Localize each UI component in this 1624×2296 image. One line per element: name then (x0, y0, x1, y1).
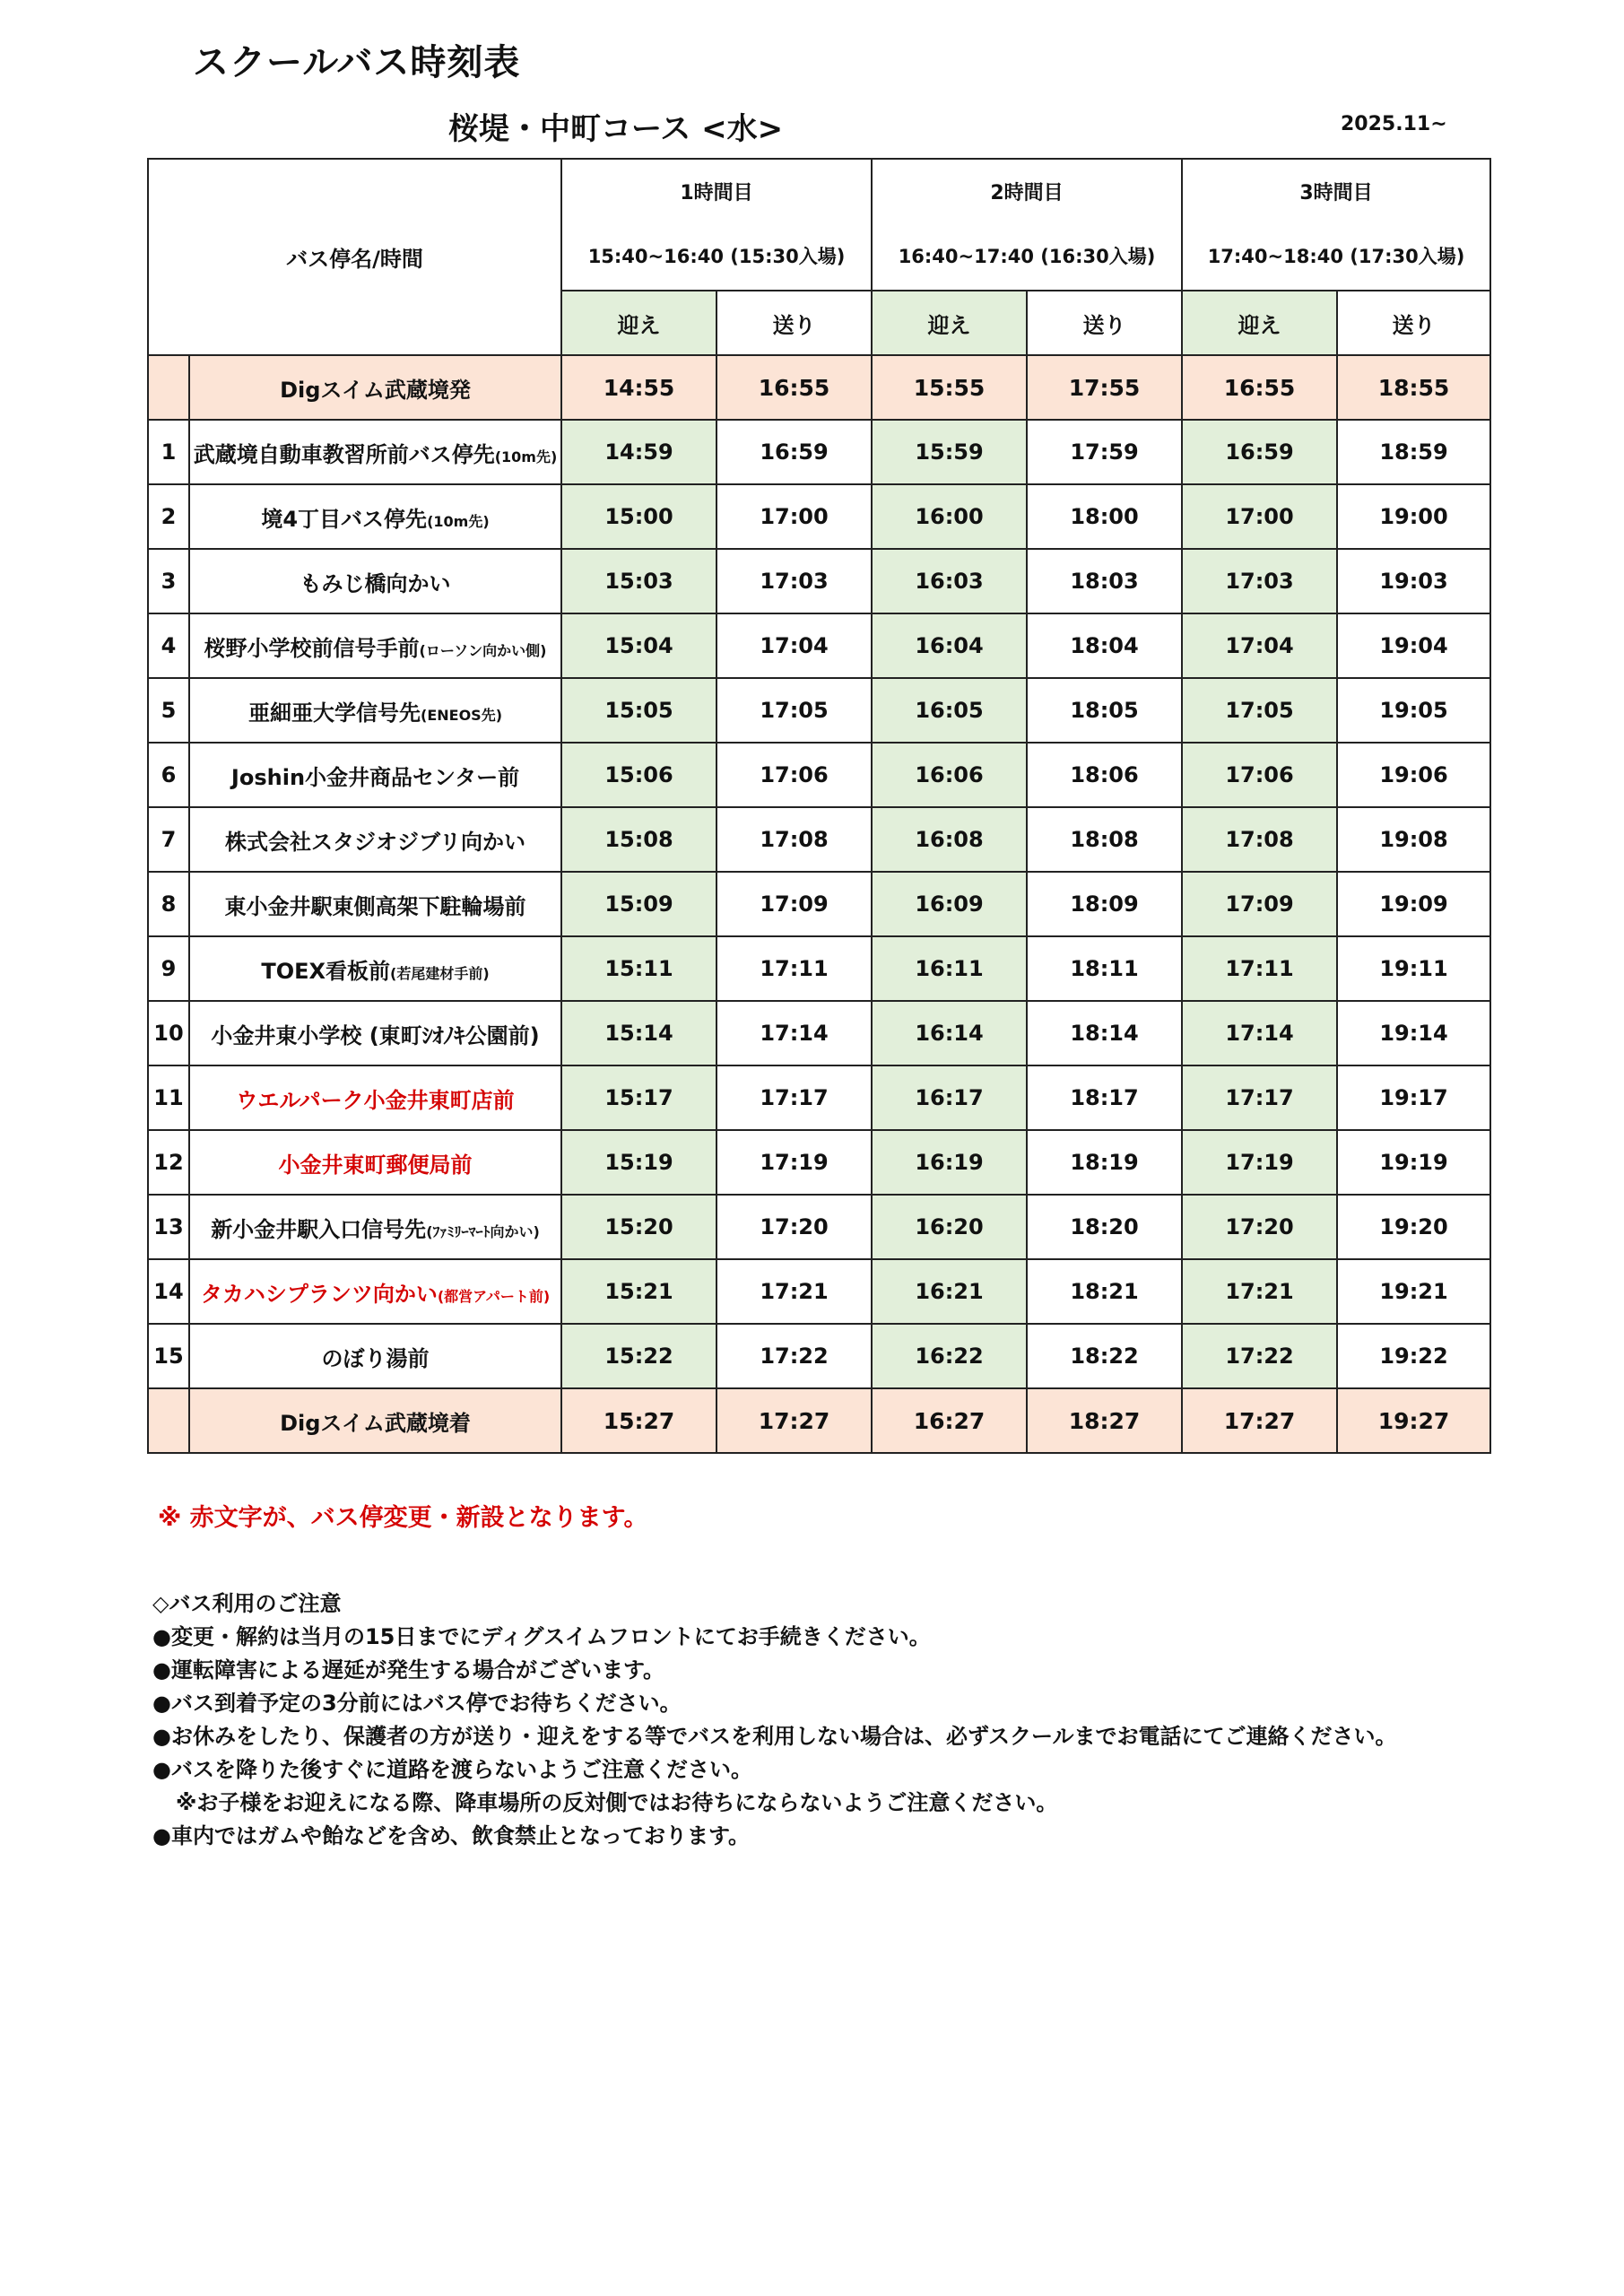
pickup-time: 15:19 (561, 1130, 716, 1195)
table-row (148, 936, 1490, 1001)
table-row (148, 484, 1490, 549)
stop-name: 亜細亜大学信号先 (248, 700, 421, 726)
dropoff-header: 送り (1027, 291, 1182, 355)
table-row (148, 807, 1490, 872)
stop-name-cell (189, 1065, 561, 1130)
stop-name-cell (189, 1195, 561, 1259)
notice-subnote: ※お子様をお迎えになる際、降車場所の反対側ではお待ちにならないようご注意ください。 (176, 1790, 1058, 1815)
stop-note: (10m先) (427, 512, 490, 530)
dropoff-time: 19:20 (1337, 1195, 1490, 1259)
dropoff-time: 19:27 (1337, 1388, 1490, 1453)
stop-name-cell (189, 936, 561, 1001)
period-label: 3時間目 (1299, 182, 1373, 204)
stop-note: (ﾌｧﾐﾘｰﾏｰﾄ向かい) (426, 1222, 540, 1240)
stop-number: 9 (148, 936, 189, 1001)
pickup-time: 17:20 (1182, 1195, 1337, 1259)
stop-name-cell (189, 678, 561, 743)
pickup-time: 15:00 (561, 484, 716, 549)
dropoff-time: 19:17 (1337, 1065, 1490, 1130)
pickup-time: 15:04 (561, 613, 716, 678)
pickup-time: 15:05 (561, 678, 716, 743)
destination-row (148, 1388, 1490, 1453)
stop-name: Digスイム武蔵境着 (189, 1388, 561, 1453)
stop-number: 4 (148, 613, 189, 678)
row-number (148, 1388, 189, 1453)
notice-item: ●車内ではガムや飴などを含め、飲食禁止となっております。 (152, 1823, 751, 1848)
dropoff-time: 17:17 (716, 1065, 872, 1130)
pickup-time: 16:17 (872, 1065, 1027, 1130)
pickup-time: 17:06 (1182, 743, 1337, 807)
stop-note: (10m先) (494, 448, 558, 465)
stop-number: 13 (148, 1195, 189, 1259)
stop-note: (ENEOS先) (421, 706, 503, 724)
pickup-time: 16:27 (872, 1388, 1027, 1453)
pickup-time: 15:17 (561, 1065, 716, 1130)
stop-name: 境4丁目バス停先 (261, 506, 428, 532)
dropoff-header: 送り (1337, 291, 1490, 355)
pickup-time: 15:03 (561, 549, 716, 613)
pickup-time: 16:19 (872, 1130, 1027, 1195)
pickup-time: 15:06 (561, 743, 716, 807)
pickup-time: 16:11 (872, 936, 1027, 1001)
period-label: 1時間目 (680, 182, 753, 204)
pickup-time: 15:11 (561, 936, 716, 1001)
table-row (148, 1065, 1490, 1130)
dropoff-time: 19:14 (1337, 1001, 1490, 1065)
dropoff-time: 16:55 (716, 355, 872, 420)
dropoff-time: 18:03 (1027, 549, 1182, 613)
table-row (148, 613, 1490, 678)
dropoff-time: 18:59 (1337, 420, 1490, 484)
table-row (148, 1130, 1490, 1195)
dropoff-time: 18:55 (1337, 355, 1490, 420)
pickup-time: 15:08 (561, 807, 716, 872)
dropoff-time: 18:19 (1027, 1130, 1182, 1195)
dropoff-time: 18:04 (1027, 613, 1182, 678)
notice-item: ●バス到着予定の3分前にはバス停でお待ちください。 (152, 1691, 682, 1716)
pickup-time: 15:09 (561, 872, 716, 936)
dropoff-time: 19:22 (1337, 1324, 1490, 1388)
pickup-time: 16:04 (872, 613, 1027, 678)
stop-number: 7 (148, 807, 189, 872)
pickup-time: 16:09 (872, 872, 1027, 936)
period-header-3 (1182, 159, 1490, 291)
stop-number: 3 (148, 549, 189, 613)
stop-name-cell (189, 484, 561, 549)
notice-item: ●変更・解約は当月の15日までにディグスイムフロントにてお手続きください。 (152, 1624, 931, 1649)
stop-name-cell (189, 1130, 561, 1195)
stop-name-cell (189, 1001, 561, 1065)
pickup-time: 17:27 (1182, 1388, 1337, 1453)
pickup-time: 15:22 (561, 1324, 716, 1388)
pickup-time: 17:09 (1182, 872, 1337, 936)
dropoff-time: 17:03 (716, 549, 872, 613)
red-text-note: ※ 赤文字が、バス停変更・新設となります。 (158, 1504, 648, 1532)
dropoff-time: 17:08 (716, 807, 872, 872)
pickup-header: 迎え (561, 291, 716, 355)
stop-note: (ローソン向かい側) (419, 641, 547, 659)
dropoff-time: 18:22 (1027, 1324, 1182, 1388)
stop-name: ウエルパーク小金井東町店前 (236, 1087, 515, 1113)
dropoff-time: 17:14 (716, 1001, 872, 1065)
pickup-time: 15:59 (872, 420, 1027, 484)
stop-name: もみじ橋向かい (300, 570, 451, 596)
period-header-2 (872, 159, 1182, 291)
pickup-header: 迎え (1182, 291, 1337, 355)
notice-item: ●バスを降りた後すぐに道路を渡らないようご注意ください。 (152, 1757, 752, 1782)
dropoff-time: 18:17 (1027, 1065, 1182, 1130)
stop-note: (都営アパート前) (437, 1287, 551, 1305)
effective-date: 2025.11~ (1341, 113, 1447, 135)
stop-name: 小金井東町郵便局前 (278, 1152, 473, 1178)
stop-name: 武蔵境自動車教習所前バス停先 (193, 441, 495, 467)
dropoff-time: 17:21 (716, 1259, 872, 1324)
pickup-time: 16:21 (872, 1259, 1027, 1324)
stop-name: 株式会社スタジオジブリ向かい (224, 829, 526, 855)
dropoff-time: 17:55 (1027, 355, 1182, 420)
pickup-time: 16:08 (872, 807, 1027, 872)
notice-heading: ◇バス利用のご注意 (152, 1591, 342, 1616)
dropoff-time: 17:04 (716, 613, 872, 678)
dropoff-time: 18:08 (1027, 807, 1182, 872)
dropoff-time: 18:05 (1027, 678, 1182, 743)
dropoff-time: 19:11 (1337, 936, 1490, 1001)
pickup-time: 17:04 (1182, 613, 1337, 678)
stop-number: 11 (148, 1065, 189, 1130)
pickup-time: 16:59 (1182, 420, 1337, 484)
stop-name-cell (189, 1324, 561, 1388)
dropoff-time: 18:09 (1027, 872, 1182, 936)
stop-name-cell (189, 549, 561, 613)
stop-number: 6 (148, 743, 189, 807)
pickup-time: 17:17 (1182, 1065, 1337, 1130)
stop-name: 東小金井駅東側高架下駐輪場前 (224, 893, 526, 919)
dropoff-time: 17:06 (716, 743, 872, 807)
stop-name: Digスイム武蔵境発 (189, 355, 561, 420)
pickup-time: 16:55 (1182, 355, 1337, 420)
dropoff-time: 19:04 (1337, 613, 1490, 678)
dropoff-time: 17:11 (716, 936, 872, 1001)
pickup-time: 15:14 (561, 1001, 716, 1065)
dropoff-time: 18:00 (1027, 484, 1182, 549)
stop-number: 2 (148, 484, 189, 549)
pickup-time: 15:21 (561, 1259, 716, 1324)
pickup-time: 15:20 (561, 1195, 716, 1259)
dropoff-time: 19:06 (1337, 743, 1490, 807)
stop-name-time-header: バス停名/時間 (148, 159, 561, 355)
pickup-time: 14:55 (561, 355, 716, 420)
dropoff-time: 19:05 (1337, 678, 1490, 743)
pickup-time: 16:03 (872, 549, 1027, 613)
dropoff-time: 18:14 (1027, 1001, 1182, 1065)
dropoff-time: 17:05 (716, 678, 872, 743)
table-row (148, 420, 1490, 484)
dropoff-time: 17:22 (716, 1324, 872, 1388)
table-row (148, 1195, 1490, 1259)
table-row (148, 872, 1490, 936)
period-time: 17:40~18:40 (17:30入場) (1207, 246, 1465, 267)
origin-row (148, 355, 1490, 420)
stop-note: (若尾建材手前) (390, 964, 490, 982)
notice-item: ●運転障害による遅延が発生する場合がございます。 (152, 1657, 665, 1683)
pickup-time: 16:22 (872, 1324, 1027, 1388)
pickup-time: 15:55 (872, 355, 1027, 420)
stop-number: 10 (148, 1001, 189, 1065)
stop-name-cell (189, 743, 561, 807)
stop-number: 15 (148, 1324, 189, 1388)
table-row (148, 549, 1490, 613)
pickup-time: 17:03 (1182, 549, 1337, 613)
table-row (148, 1259, 1490, 1324)
stop-name: 桜野小学校前信号手前 (204, 635, 420, 661)
dropoff-time: 19:19 (1337, 1130, 1490, 1195)
pickup-time: 16:05 (872, 678, 1027, 743)
pickup-time: 16:00 (872, 484, 1027, 549)
bus-usage-notice (152, 1587, 1397, 1853)
period-time: 16:40~17:40 (16:30入場) (898, 246, 1156, 267)
stop-name: 新小金井駅入口信号先 (211, 1216, 427, 1242)
stop-name: のぼり湯前 (321, 1345, 430, 1371)
stop-name-cell (189, 613, 561, 678)
stop-name: 小金井東小学校 (東町ｼｵﾉｷ公園前) (211, 1022, 540, 1048)
stop-name: Joshin小金井商品センター前 (230, 764, 520, 790)
stop-number: 5 (148, 678, 189, 743)
stop-number: 14 (148, 1259, 189, 1324)
pickup-header: 迎え (872, 291, 1027, 355)
pickup-time: 17:05 (1182, 678, 1337, 743)
dropoff-time: 17:59 (1027, 420, 1182, 484)
dropoff-time: 17:00 (716, 484, 872, 549)
dropoff-time: 17:20 (716, 1195, 872, 1259)
period-label: 2時間目 (990, 182, 1064, 204)
stop-name-cell (189, 807, 561, 872)
notice-item: ●お休みをしたり、保護者の方が送り・迎えをする等でバスを利用しない場合は、必ずスクールまでお電話にてご連絡ください。 (152, 1724, 1397, 1749)
pickup-time: 14:59 (561, 420, 716, 484)
period-header-1 (561, 159, 872, 291)
dropoff-header: 送り (716, 291, 872, 355)
dropoff-time: 16:59 (716, 420, 872, 484)
bus-timetable (147, 158, 1491, 1454)
stop-number: 12 (148, 1130, 189, 1195)
dropoff-time: 19:09 (1337, 872, 1490, 936)
dropoff-time: 17:09 (716, 872, 872, 936)
pickup-time: 16:06 (872, 743, 1027, 807)
pickup-time: 17:14 (1182, 1001, 1337, 1065)
dropoff-time: 19:21 (1337, 1259, 1490, 1324)
dropoff-time: 18:06 (1027, 743, 1182, 807)
dropoff-time: 18:11 (1027, 936, 1182, 1001)
table-row (148, 743, 1490, 807)
document-title: スクールバス時刻表 (193, 42, 521, 83)
stop-name: TOEX看板前 (261, 958, 391, 984)
dropoff-time: 18:27 (1027, 1388, 1182, 1453)
period-time: 15:40~16:40 (15:30入場) (587, 246, 846, 267)
dropoff-time: 17:27 (716, 1388, 872, 1453)
stop-number: 8 (148, 872, 189, 936)
stop-name-cell (189, 872, 561, 936)
stop-name-cell (189, 420, 561, 484)
stop-name-cell (189, 1259, 561, 1324)
row-number (148, 355, 189, 420)
table-row (148, 1324, 1490, 1388)
pickup-time: 17:22 (1182, 1324, 1337, 1388)
stop-name: タカハシプランツ向かい (200, 1281, 438, 1307)
dropoff-time: 19:08 (1337, 807, 1490, 872)
pickup-time: 17:08 (1182, 807, 1337, 872)
dropoff-time: 18:20 (1027, 1195, 1182, 1259)
pickup-time: 17:21 (1182, 1259, 1337, 1324)
dropoff-time: 19:03 (1337, 549, 1490, 613)
course-title: 桜堤・中町コース <水> (448, 111, 784, 147)
pickup-time: 15:27 (561, 1388, 716, 1453)
dropoff-time: 17:19 (716, 1130, 872, 1195)
table-row (148, 678, 1490, 743)
stop-number: 1 (148, 420, 189, 484)
table-row (148, 1001, 1490, 1065)
pickup-time: 17:11 (1182, 936, 1337, 1001)
pickup-time: 17:19 (1182, 1130, 1337, 1195)
pickup-time: 17:00 (1182, 484, 1337, 549)
dropoff-time: 19:00 (1337, 484, 1490, 549)
pickup-time: 16:20 (872, 1195, 1027, 1259)
pickup-time: 16:14 (872, 1001, 1027, 1065)
dropoff-time: 18:21 (1027, 1259, 1182, 1324)
